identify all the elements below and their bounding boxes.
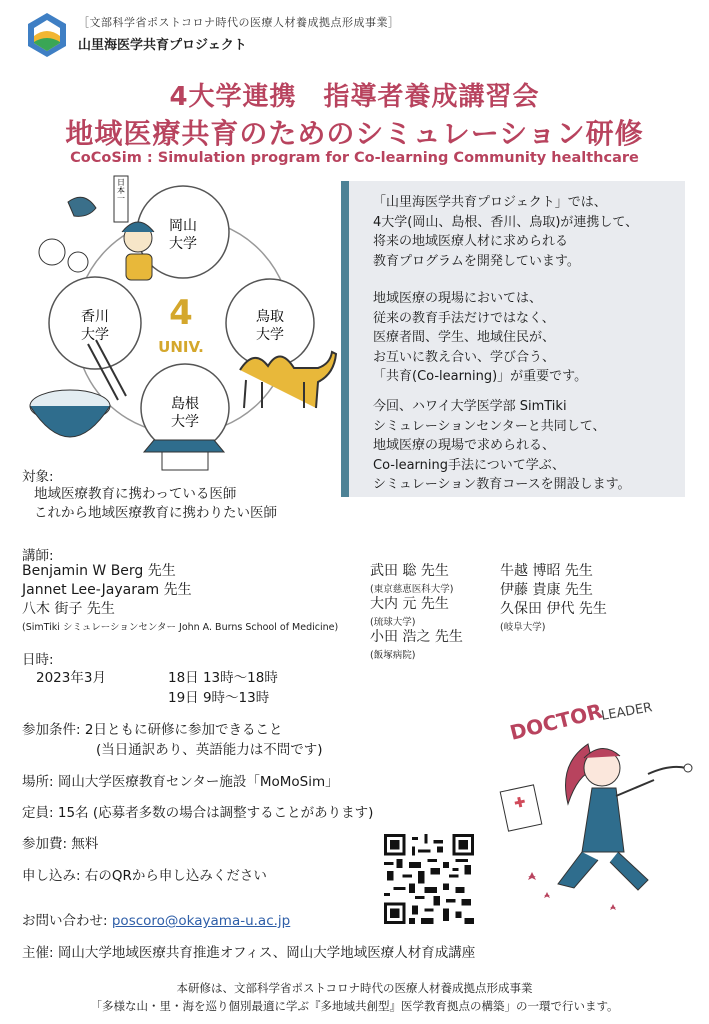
camel-icon (240, 352, 336, 408)
svg-text:日本一: 日本一 (116, 178, 126, 202)
organizer-label: 主催: (22, 945, 54, 961)
lecturers-label: 講師: (22, 548, 54, 564)
lecturer-affiliation: (東京慈恵医科大学) (370, 584, 454, 595)
target-item: 地域医療教育に携わっている医師 (34, 486, 237, 502)
center-univ: UNIV. (158, 338, 204, 356)
tottori-node (226, 279, 314, 367)
lecturer-affiliation: (岐阜大学) (500, 622, 546, 633)
lecturer-affiliation: (SimTiki シミュレーションセンター John A. Burns School of Medicine) (22, 622, 339, 633)
schedule-day1: 18日 13時〜18時 (168, 670, 278, 686)
header-sup: ［文部科学省ポストコロナ時代の医療人材養成拠点形成事業］ (78, 16, 400, 29)
organizer-text: 岡山大学地域医療共育推進オフィス、岡山大学地域医療人材育成講座 (57, 945, 476, 961)
medical-kit-icon (500, 785, 542, 831)
svg-text:大学: 大学 (81, 327, 109, 343)
capacity-label: 定員: (22, 805, 54, 821)
fee-row (22, 832, 98, 852)
shimane-node (141, 364, 229, 452)
apply-label: 申し込み: (22, 868, 81, 884)
svg-text:大学: 大学 (171, 414, 199, 430)
conditions-row (22, 718, 282, 738)
svg-text:大学: 大学 (256, 327, 284, 343)
capacity-row (22, 801, 373, 821)
info-paragraph-2: 地域医療の現場においては、 従来の教育手法だけではなく、 医療者間、学生、地域住民が、 お互いに教え合い、学び合う、 「共育(Co-learning)」が重要です。 (373, 291, 588, 384)
momotaro-figure (114, 176, 154, 280)
svg-text:岡山: 岡山 (169, 218, 197, 234)
four-universities-illustration (18, 168, 338, 472)
lecturers-col2 (370, 562, 463, 661)
lecturer-name: 大内 元 先生 (370, 596, 449, 612)
target-item: これから地域医療教育に携わりたい医師 (34, 505, 277, 521)
svg-text:島根: 島根 (171, 396, 199, 412)
organizer-row (22, 941, 475, 961)
apply-row (22, 864, 267, 884)
contact-label: お問い合わせ: (22, 913, 108, 929)
lecturer-name: 伊藤 貴康 先生 (500, 582, 593, 598)
venue-row (22, 770, 339, 790)
schedule-day2: 19日 9時〜13時 (168, 690, 270, 706)
conditions-label: 参加条件: (22, 722, 81, 738)
pheasant-icon (68, 197, 96, 216)
footer-line1: 本研修は、文部科学省ポストコロナ時代の医療人材養成拠点形成事業 (176, 981, 533, 995)
lecturer-name: 久保田 伊代 先生 (500, 601, 607, 617)
doctor-word: DOCTOR (507, 698, 605, 745)
venue-label: 場所: (22, 774, 54, 790)
lecturer-name: 小田 浩之 先生 (370, 629, 463, 645)
center-four: 4 (169, 293, 193, 333)
footer-line2: 「多様な山・里・海を巡り個別最適に学ぶ『多地域共創型』医学教育拠点の構築」の一環で行います。 (90, 999, 619, 1013)
leader-word: LEADER (600, 700, 654, 724)
target-section (22, 465, 277, 523)
lecturer-affiliation: (飯塚病院) (370, 650, 416, 661)
lecturer-name: 武田 聡 先生 (370, 563, 449, 579)
doctor-leader-illustration (498, 684, 698, 924)
info-paragraph-3: 今回、ハワイ大学医学部 SimTiki シミュレーションセンターと共同して、 地域医療の現場で求められる、 Co-learning手法について学ぶ、 シミュレーション教育コースを開設します。 (373, 399, 631, 492)
conditions-note: (当日通訳あり、英語能力は不問です) (96, 742, 323, 758)
title-line1: 4大学連携 指導者養成講習会 (169, 82, 540, 112)
registration-qr-code[interactable] (384, 834, 474, 924)
lecturer-affiliation: (琉球大学) (370, 617, 416, 628)
apply-text: 右のQRから申し込みください (84, 868, 267, 884)
svg-text:鳥取: 鳥取 (256, 309, 284, 325)
title-line2: 地域医療共育のためのシミュレーション研修 (65, 117, 644, 150)
info-box (341, 181, 685, 497)
lecturers-col1 (22, 562, 338, 633)
fee-text: 無料 (71, 836, 99, 852)
project-name: 山里海医学共育プロジェクト (78, 38, 247, 53)
contact-row (22, 909, 290, 929)
lecturer-name: Benjamin W Berg 先生 (22, 563, 176, 579)
schedule-month: 2023年3月 (36, 670, 106, 686)
dog-icon (68, 252, 88, 272)
venue-text: 岡山大学医療教育センター施設「MoMoSim」 (57, 774, 339, 790)
lecturer-name: Jannet Lee-Jayaram 先生 (22, 582, 192, 598)
target-label: 対象: (22, 469, 54, 485)
fee-label: 参加費: (22, 836, 68, 852)
capacity-text: 15名 (応募者多数の場合は調整することがあります) (57, 805, 374, 821)
lecturer-name: 八木 街子 先生 (22, 601, 115, 617)
contact-email-link[interactable]: poscoro@okayama-u.ac.jp (111, 913, 291, 929)
schedule-label: 日時: (22, 652, 54, 668)
info-paragraph-1: 「山里海医学共育プロジェクト」では、 4大学(岡山、島根、香川、鳥取)が連携して、 将来の地域医療人材に求められる 教育プログラムを開発しています。 (373, 195, 639, 269)
conditions-text: 2日ともに研修に参加できること (84, 722, 283, 738)
lecturers-col3 (500, 562, 607, 633)
subtitle: CoCoSim : Simulation program for Co-learning Community healthcare (70, 150, 639, 166)
project-logo (26, 12, 68, 58)
svg-text:大学: 大学 (169, 236, 197, 252)
svg-text:香川: 香川 (81, 309, 109, 325)
lecturer-name: 牛越 博昭 先生 (500, 563, 593, 579)
monkey-icon (39, 239, 65, 265)
